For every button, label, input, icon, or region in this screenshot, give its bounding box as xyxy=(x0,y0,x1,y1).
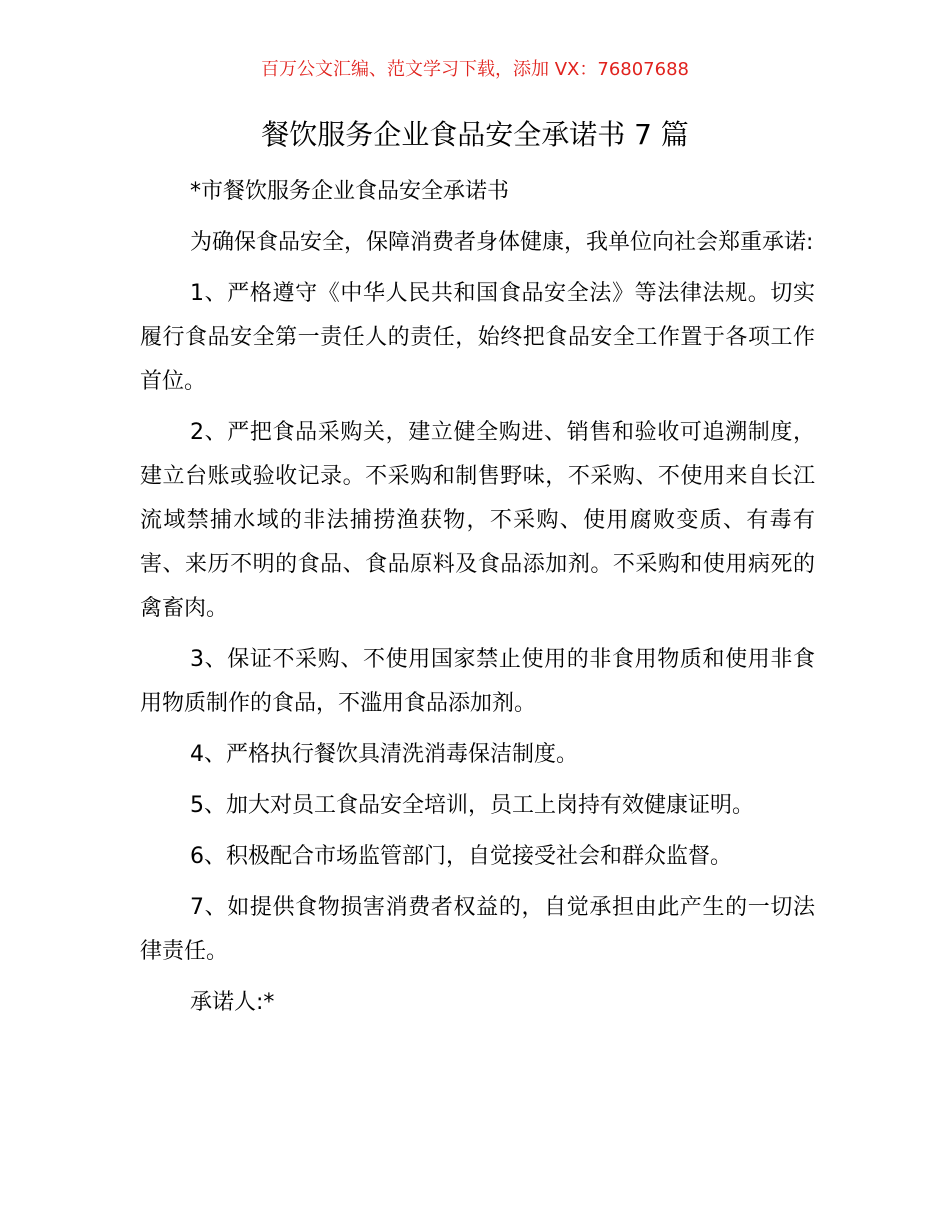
signature-line: 承诺人:* xyxy=(190,990,275,1015)
document-subtitle: *市餐饮服务企业食品安全承诺书 xyxy=(190,179,510,204)
commitment-item-2: 2、严把食品采购关，建立健全购进、销售和验收可追溯制度，建立台账或验收记录。不采购和制售野味，不采购、不使用来自长江流域禁捕水域的非法捕捞渔获物，不采购、使用腐败变质、有毒有害、来历不明的食品、食品原料及食品添加剂。不采购和使用病死的禽畜肉。 xyxy=(140,420,815,621)
watermark-header: 百万公文汇编、范文学习下载，添加 VX：76807688 xyxy=(261,59,689,80)
commitment-item-3: 3、保证不采购、不使用国家禁止使用的非食用物质和使用非食用物质制作的食品，不滥用食品添加剂。 xyxy=(140,647,815,716)
commitment-item-6: 6、积极配合市场监管部门，自觉接受社会和群众监督。 xyxy=(190,844,732,869)
commitment-item-4: 4、严格执行餐饮具清洗消毒保洁制度。 xyxy=(190,742,578,767)
intro-paragraph: 为确保食品安全，保障消费者身体健康，我单位向社会郑重承诺: xyxy=(190,230,814,255)
commitment-item-7: 7、如提供食物损害消费者权益的，自觉承担由此产生的一切法律责任。 xyxy=(140,895,815,964)
commitment-item-1: 1、严格遵守《中华人民共和国食品安全法》等法律法规。切实履行食品安全第一责任人的责任，始终把食品安全工作置于各项工作首位。 xyxy=(140,281,815,394)
commitment-item-5: 5、加大对员工食品安全培训，员工上岗持有效健康证明。 xyxy=(190,793,754,818)
document-title: 餐饮服务企业食品安全承诺书 7 篇 xyxy=(261,118,689,151)
document-body xyxy=(140,170,815,1032)
